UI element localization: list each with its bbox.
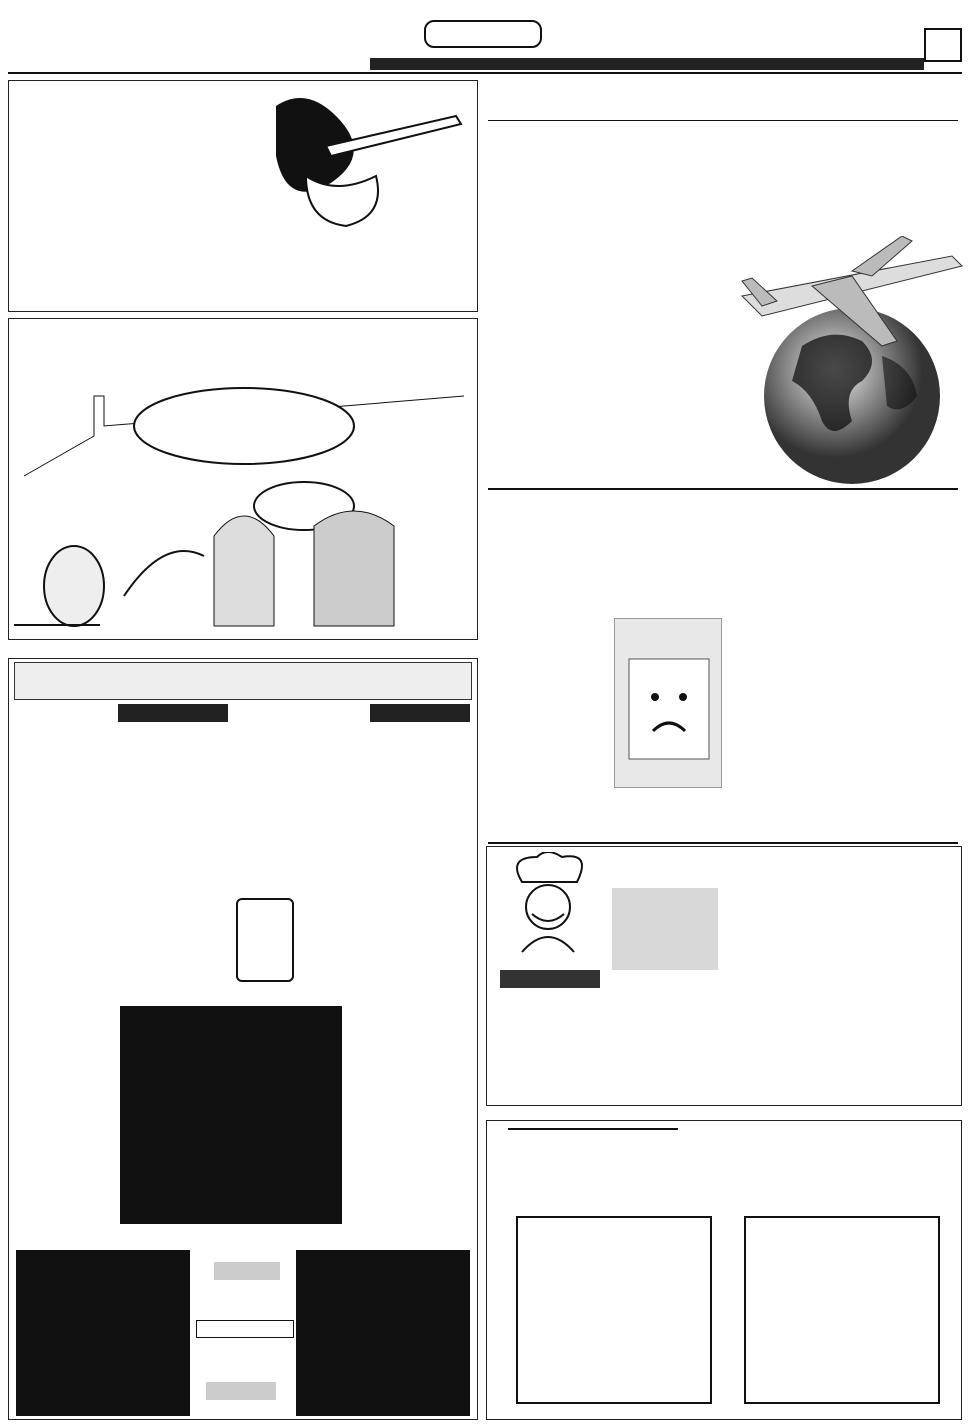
header-rule xyxy=(8,72,962,74)
section-title xyxy=(424,20,542,48)
special-clues-h xyxy=(118,724,230,1006)
cartoon-credit xyxy=(14,624,100,626)
crossword-banner xyxy=(14,662,472,700)
kenken-rules xyxy=(494,1166,956,1212)
recipe-photo xyxy=(612,888,718,970)
kenken-title-en xyxy=(508,1128,678,1130)
apology-col3b xyxy=(614,790,724,836)
kenken-puzzle-grid[interactable] xyxy=(516,1216,712,1404)
normal-clues-h xyxy=(346,724,472,1026)
special-clue-title xyxy=(118,704,228,722)
label-normal xyxy=(214,1262,280,1280)
humor-jokes xyxy=(16,86,242,308)
crossword-main-grid[interactable] xyxy=(120,1006,342,1224)
airplane-globe-illustration xyxy=(732,236,968,484)
travel-body xyxy=(488,126,728,476)
sad-face-image xyxy=(614,618,722,788)
recipe-ingredients xyxy=(724,850,958,1100)
travel-bottom-rule xyxy=(488,488,958,490)
kenken-solution-grid xyxy=(744,1216,940,1404)
normal-clues-v xyxy=(346,1028,472,1188)
apology-col4 xyxy=(488,546,608,836)
crossword-badge xyxy=(236,898,294,982)
crossword-row-numbers xyxy=(344,1006,356,1224)
normal-clue-title xyxy=(370,704,470,722)
special-clues-v xyxy=(14,712,114,1248)
pen-caricature-icon xyxy=(246,86,472,256)
answer-grid-special xyxy=(16,1250,190,1416)
apology-col1 xyxy=(836,546,960,836)
apology-col2 xyxy=(730,546,830,836)
cartoon-drawing xyxy=(14,356,472,634)
crossword-col-numbers xyxy=(120,994,342,1004)
travel-intro xyxy=(740,126,960,244)
apology-bottom-rule xyxy=(488,842,958,844)
apology-col3 xyxy=(614,546,724,616)
middle-clues xyxy=(234,712,342,896)
header-strip xyxy=(370,58,924,70)
label-answer xyxy=(196,1320,294,1338)
humor-caption xyxy=(246,260,472,308)
travel-rule xyxy=(488,120,958,121)
masthead-logo xyxy=(8,6,108,58)
humor-illustration xyxy=(246,86,472,256)
chef-icon xyxy=(492,852,604,970)
sad-face-icon xyxy=(615,619,723,789)
chef-label xyxy=(500,970,600,988)
label-special xyxy=(206,1382,276,1400)
recipe-sauce-method xyxy=(492,992,718,1100)
answer-grid-normal xyxy=(296,1250,470,1416)
page-number xyxy=(924,28,962,62)
chef-illustration xyxy=(492,852,604,970)
